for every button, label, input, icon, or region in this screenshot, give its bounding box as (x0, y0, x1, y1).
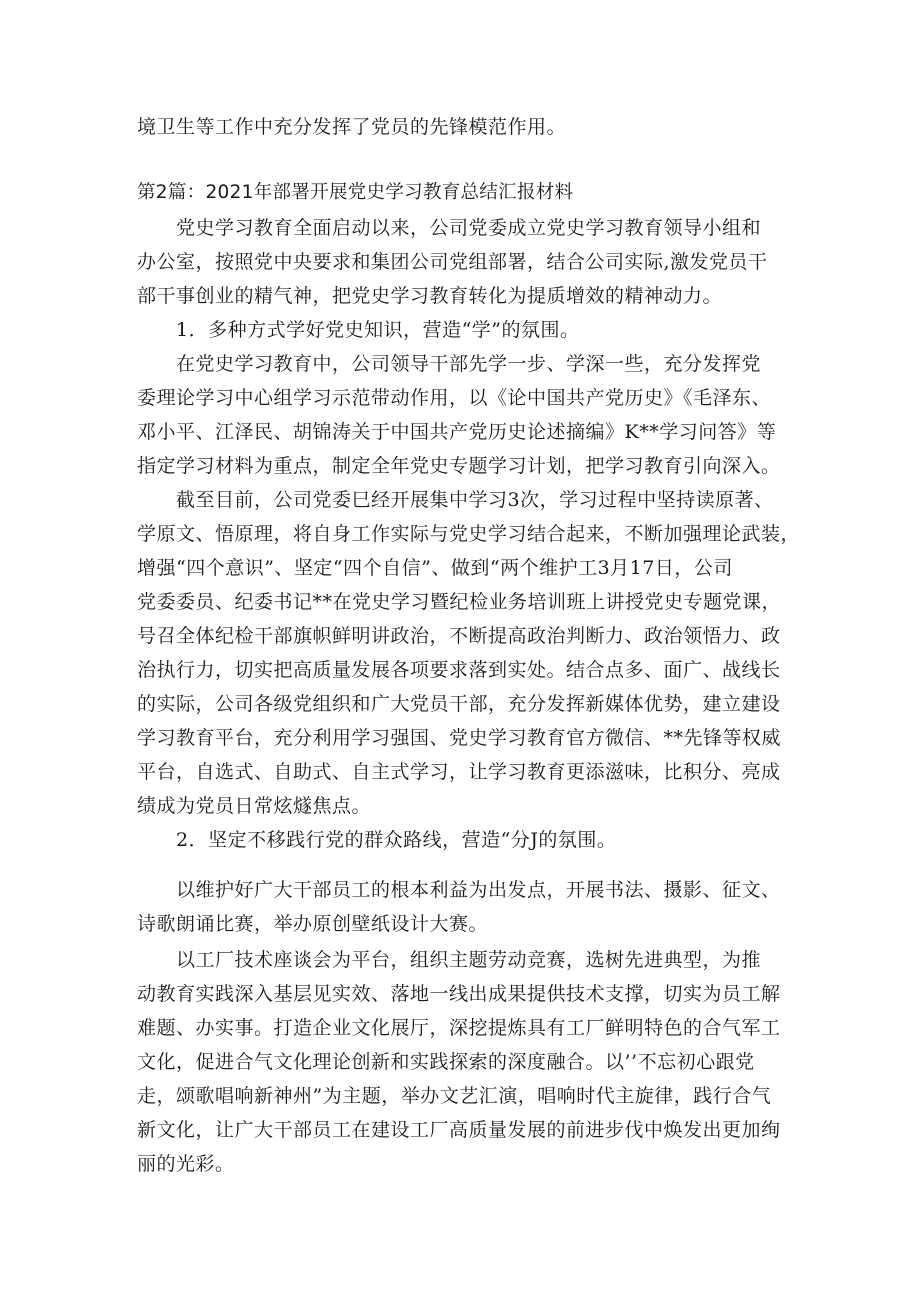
paragraph-line: 绩成为党员日常炫燧焦点。 (137, 795, 372, 817)
paragraph-line: 文化，促进合气文化理论创新和实践探索的深度融合。以’’不忘初心跟党 (137, 1051, 755, 1073)
paragraph-line: 部干事创业的精气神，把党史学习教育转化为提质增效的精神动力。 (137, 285, 723, 307)
section-title: 第2篇：2021年部署开展党史学习教育总结汇报材料 (137, 182, 574, 203)
paragraph-line: 以维护好广大干部员工的根本利益为出发点，开展书法、摄影、征文、 (176, 879, 781, 901)
paragraph-line: 平台，自选式、自助式、自主式学习，让学习教育更添滋味，比积分、亮成 (137, 761, 781, 783)
item-2-title: 2．坚定不移践行党的群众路线，营造“分J的氛围。 (176, 829, 617, 851)
paragraph-line: 党委委员、纪委书记**在党史学习暨纪检业务培训班上讲授党史专题党课， (137, 591, 782, 613)
paragraph-line: 以工厂技术座谈会为平台，组织主题劳动竞赛，选树先进典型，为推 (176, 949, 762, 971)
paragraph-line: 诗歌朗诵比赛，举办原创壁纸设计大赛。 (137, 913, 489, 935)
paragraph-line: 丽的光彩。 (137, 1153, 235, 1175)
paragraph-line: 号召全体纪检干部旗帜鲜明讲政治，不断提高政治判断力、政治领悟力、政 (137, 625, 781, 647)
paragraph-line: 走，颂歌唱响新神州”为主题，举办文艺汇演，唱响时代主旋律，践行合气 (137, 1085, 772, 1107)
paragraph-line: 难题、办实事。打造企业文化展厅，深挖提炼具有工厂鲜明特色的合气军工 (137, 1017, 781, 1039)
paragraph-line: 的实际，公司各级党组织和广大党员干部，充分发挥新媒体优势，建立建设 (137, 693, 781, 715)
paragraph-line: 截至目前，公司党委巳经开展集中学习3次，学习过程中坚持读原著、 (176, 489, 774, 511)
paragraph-line: 治执行力，切实把高质量发展各项要求落到实处。结合点多、面广、战线长 (137, 659, 781, 681)
paragraph-line: 新文化，让广大干部员工在建设工厂高质量发展的前进步伐中焕发出更加绚 (137, 1119, 781, 1141)
paragraph-line: 邓小平、江泽民、胡锦涛关于中国共产党历史论述摘编》K**学习问答》等 (137, 421, 777, 443)
paragraph-line: 指定学习材料为重点，制定全年党史专题学习计划，把学习教育引向深入。 (137, 455, 781, 477)
paragraph-line: 动教育实践深入基层见实效、落地一线出成果提供技术支撑，切实为员工解 (137, 983, 781, 1005)
paragraph-line: 党史学习教育全面启动以来，公司党委成立党史学习教育领导小组和 (176, 217, 762, 239)
paragraph-line: 在党史学习教育中，公司领导干部先学一步、学深一些，充分发挥党 (176, 353, 762, 375)
intro-tail-line: 境卫生等工作中充分发挥了党员的先锋模范作用。 (137, 116, 567, 138)
paragraph-line: 增强“四个意识”、坚定“四个自信”、做到“两个维护工3月17日，公司 (137, 557, 733, 579)
paragraph-line: 办公室，按照党中央要求和集团公司党组部署，结合公司实际,激发党员干 (137, 251, 768, 273)
paragraph-line: 学原文、悟原理，将自身工作实际与党史学习结合起来，不断加强理论武装， (137, 523, 801, 545)
paragraph-line: 委理论学习中心组学习示范带动作用，以《论中国共产党历史》《毛泽东、 (137, 387, 772, 409)
item-1-title: 1．多种方式学好党史知识，营造“学”的氛围。 (176, 319, 580, 341)
paragraph-line: 学习教育平台，充分利用学习强国、党史学习教育官方微信、**先锋等权威 (137, 727, 782, 749)
